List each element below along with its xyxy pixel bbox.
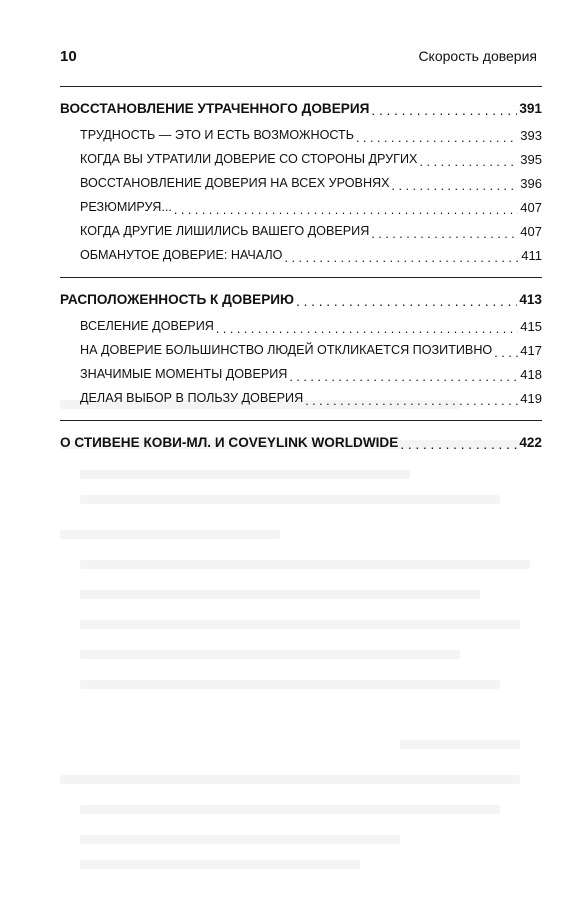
chapter-title: ВОССТАНОВЛЕНИЕ УТРАЧЕННОГО ДОВЕРИЯ — [60, 100, 370, 116]
bleed-through-line — [80, 805, 500, 814]
page-number: 10 — [60, 48, 77, 65]
dot-leader — [356, 131, 518, 144]
running-title: Скорость доверия — [418, 48, 537, 64]
entry-title: ДЕЛАЯ ВЫБОР В ПОЛЬЗУ ДОВЕРИЯ — [80, 391, 304, 405]
chapter-title: РАСПОЛОЖЕННОСТЬ К ДОВЕРИЮ — [60, 291, 295, 307]
toc-entry[interactable] — [60, 123, 542, 147]
dot-leader — [296, 294, 517, 308]
toc-entry[interactable] — [60, 338, 542, 362]
entry-page: 411 — [521, 247, 542, 263]
toc-entry[interactable] — [60, 362, 542, 386]
entry-page: 396 — [520, 175, 542, 191]
dot-leader — [419, 155, 518, 168]
chapter-page: 391 — [519, 100, 542, 116]
dot-leader — [371, 227, 518, 240]
toc-section — [60, 278, 542, 421]
bleed-through-line — [80, 620, 520, 629]
entry-title: ВОССТАНОВЛЕНИЕ ДОВЕРИЯ НА ВСЕХ УРОВНЯХ — [80, 176, 390, 190]
entry-title: КОГДА ВЫ УТРАТИЛИ ДОВЕРИЕ СО СТОРОНЫ ДРУГИХ — [80, 152, 418, 166]
dot-leader — [174, 203, 518, 216]
toc-entry[interactable] — [60, 386, 542, 410]
toc-section — [60, 421, 542, 467]
toc-entry[interactable] — [60, 219, 542, 243]
entry-page: 415 — [520, 318, 542, 334]
bleed-through-line — [80, 650, 460, 659]
dot-leader — [371, 103, 517, 117]
toc-entry[interactable] — [60, 195, 542, 219]
dot-leader — [305, 394, 518, 407]
toc-section — [60, 86, 542, 278]
entry-title: КОГДА ДРУГИЕ ЛИШИЛИСЬ ВАШЕГО ДОВЕРИЯ — [80, 224, 370, 238]
entry-page: 393 — [520, 127, 542, 143]
entry-title: НА ДОВЕРИЕ БОЛЬШИНСТВО ЛЮДЕЙ ОТКЛИКАЕТСЯ ПОЗИТИВНО — [80, 343, 493, 357]
toc-chapter[interactable] — [60, 427, 542, 457]
dot-leader — [284, 251, 519, 264]
entry-page: 407 — [520, 223, 542, 239]
toc-entry[interactable] — [60, 243, 542, 267]
entry-title: ТРУДНОСТЬ — ЭТО И ЕСТЬ ВОЗМОЖНОСТЬ — [80, 128, 354, 142]
entry-page: 419 — [520, 390, 542, 406]
bleed-through-line — [80, 680, 500, 689]
entry-page: 417 — [520, 342, 542, 358]
toc-chapter[interactable] — [60, 93, 542, 123]
dot-leader — [400, 437, 517, 451]
entry-title: ВСЕЛЕНИЕ ДОВЕРИЯ — [80, 319, 214, 333]
dot-leader — [216, 322, 518, 335]
bleed-through-line — [80, 590, 480, 599]
entry-title: РЕЗЮМИРУЯ... — [80, 200, 172, 214]
toc-chapter[interactable] — [60, 284, 542, 314]
dot-leader — [494, 346, 518, 359]
dot-leader — [392, 179, 519, 192]
bleed-through-line — [80, 495, 500, 504]
bleed-through-line — [60, 775, 520, 784]
chapter-page: 422 — [519, 434, 542, 450]
chapter-page: 413 — [519, 291, 542, 307]
entry-page: 418 — [520, 366, 542, 382]
dot-leader — [289, 370, 518, 383]
toc-entry[interactable] — [60, 147, 542, 171]
table-of-contents — [60, 86, 542, 467]
bleed-through-line — [80, 470, 410, 479]
toc-entry[interactable] — [60, 314, 542, 338]
bleed-through-line — [80, 860, 360, 869]
entry-title: ЗНАЧИМЫЕ МОМЕНТЫ ДОВЕРИЯ — [80, 367, 288, 381]
entry-title: ОБМАНУТОЕ ДОВЕРИЕ: НАЧАЛО — [80, 248, 283, 262]
entry-page: 407 — [520, 199, 542, 215]
bleed-through-line — [400, 740, 520, 749]
bleed-through-line — [60, 530, 280, 539]
bleed-through-line — [80, 560, 530, 569]
entry-page: 395 — [520, 151, 542, 167]
toc-entry[interactable] — [60, 171, 542, 195]
bleed-through-line — [80, 835, 400, 844]
chapter-title: О СТИВЕНЕ КОВИ-МЛ. И COVEYLINK WORLDWIDE — [60, 434, 399, 450]
